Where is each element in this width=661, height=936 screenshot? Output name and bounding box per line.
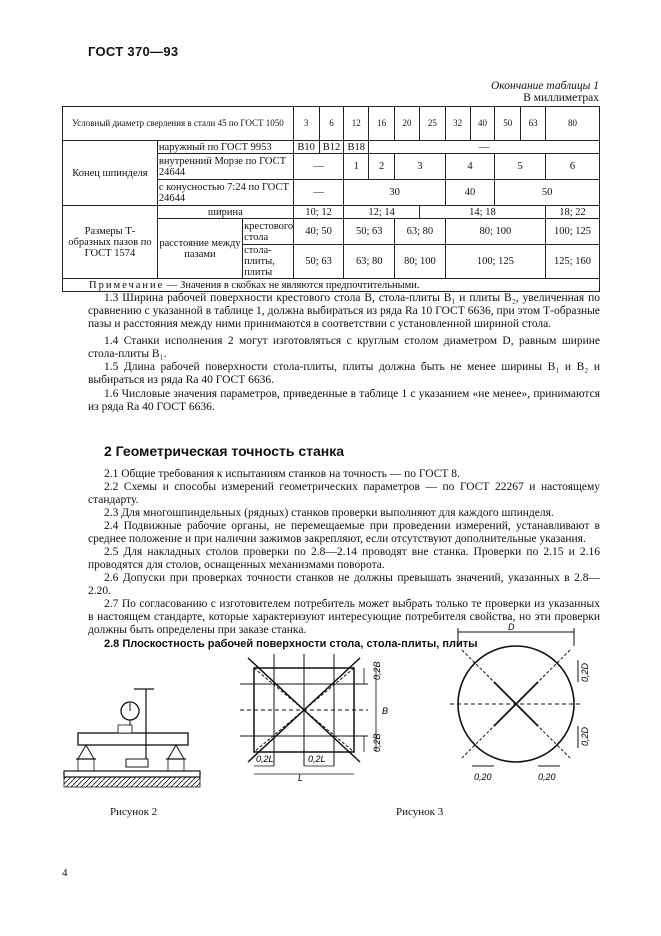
table-cell: 30 xyxy=(344,180,445,206)
diameter-cell: 6 xyxy=(319,107,344,141)
dim-label: 0,2L xyxy=(256,754,274,764)
section-title: 2 Геометрическая точность станка xyxy=(104,443,345,459)
table-cell: 50 xyxy=(495,180,600,206)
table-cell: 100; 125 xyxy=(445,245,545,279)
paragraph-2-3: 2.3 Для многошпиндельных (рядных) станков проверки выполняют для каждого шпинделя. xyxy=(104,507,554,519)
table-note xyxy=(63,279,600,292)
outer-label: наружный по ГОСТ 9953 xyxy=(157,141,293,154)
table-cell: 80; 100 xyxy=(395,245,446,279)
table-cell: 80; 100 xyxy=(445,219,545,245)
paragraph-2-2: 2.2 Схемы и способы измерений геометрических параметров — по ГОСТ 22267 и настоящему стандарту. xyxy=(88,481,600,506)
spec-table xyxy=(62,106,600,292)
l-label: L xyxy=(298,773,304,783)
document-header: ГОСТ 370—93 xyxy=(88,44,179,59)
table-cell: 10; 12 xyxy=(293,206,344,219)
subsection-title: 2.8 Плоскостность рабочей поверхности стола, стола-плиты, плиты xyxy=(104,638,478,650)
paragraph-2-5: 2.5 Для накладных столов проверки по 2.8—2.14 проводят вне станка. Проверки по 2.15 и 2.16 проводятся для столов, оснащенных механизмами поворота. xyxy=(88,546,600,571)
paragraph-2-1: 2.1 Общие требования к испытаниям станков на точность — по ГОСТ 8. xyxy=(104,468,460,480)
diameter-cell: 3 xyxy=(293,107,319,141)
table-cell: 40; 50 xyxy=(293,219,344,245)
table-head-label: Условный диаметр сверления в стали 45 по ГОСТ 1050 xyxy=(63,107,294,141)
table-cell: 50; 63 xyxy=(344,219,395,245)
table-cell: 50; 63 xyxy=(293,245,344,279)
plate-label: стола-плиты, плиты xyxy=(243,245,294,279)
dim-label: 0,2B xyxy=(372,661,382,680)
table-cell: 100; 125 xyxy=(546,219,600,245)
diameter-cell: 12 xyxy=(344,107,369,141)
taper-label: с конусностью 7:24 по ГОСТ 24644 xyxy=(157,180,293,206)
figure-2-drawing xyxy=(58,675,208,790)
diameter-cell: 20 xyxy=(395,107,420,141)
table-cell: B10 xyxy=(293,141,319,154)
morse-label: внутренний Морзе по ГОСТ 24644 xyxy=(157,154,293,180)
d-label: D xyxy=(508,622,515,632)
table-cell: 40 xyxy=(445,180,495,206)
paragraph-1-6: 1.6 Числовые значения параметров, приведенные в таблице 1 с указанием «не менее», принимаются из ряда Ra 40 ГОСТ 6636. xyxy=(88,388,600,413)
paragraph-1-4: 1.4 Станки исполнения 2 могут изготовляться с круглым столом диаметром D, равным ширине стола-плиты B₁. xyxy=(88,335,600,360)
slots-label: Размеры Т-образных пазов по ГОСТ 1574 xyxy=(63,206,158,279)
dim-label: 0,2D xyxy=(580,662,590,682)
figure-3-rectangular-drawing xyxy=(236,650,389,783)
table-cell: 6 xyxy=(546,154,600,180)
diameter-cell: 80 xyxy=(546,107,600,141)
diameter-cell: 40 xyxy=(470,107,495,141)
dim-label: 0,20 xyxy=(474,772,492,782)
figure-2-caption: Рисунок 2 xyxy=(110,806,158,818)
table-cell: 63; 80 xyxy=(344,245,395,279)
figure-3-round-drawing xyxy=(448,620,618,788)
table-cell: 2 xyxy=(369,154,395,180)
table-cell: — xyxy=(293,180,344,206)
diameter-cell: 32 xyxy=(445,107,470,141)
paragraph-2-7: 2.7 По согласованию с изготовителем потребитель может выбрать только те проверки из указанных в настоящем стандарте, которые характеризуют интересующие потребителя свойства, но эти проверки должны быть определены при заказе станка. xyxy=(88,598,600,636)
spindle-label: Конец шпинделя xyxy=(63,141,158,206)
note-word: Примечание xyxy=(89,279,165,291)
paragraph-2-6: 2.6 Допуски при проверках точности станков не должны превышать значений, указанных в 2.8—2.20. xyxy=(88,572,600,597)
note-text: — Значения в скобках не являются предпочтительными. xyxy=(164,279,420,291)
table-cell: 5 xyxy=(495,154,546,180)
dim-label: 0,2D xyxy=(580,726,590,746)
page-number: 4 xyxy=(62,867,68,879)
table-continuation-caption: Окончание таблицы 1 xyxy=(491,80,599,92)
table-cell: 3 xyxy=(395,154,446,180)
paragraph-2-4: 2.4 Подвижные рабочие органы, не перемещаемые при проведении измерений, устанавливают в среднее положение и при наличии зажимов закрепляют, если отсутствуют дополнительные указания. xyxy=(88,520,600,545)
table-cell: B18 xyxy=(344,141,369,154)
paragraph-1-3: 1.3 Ширина рабочей поверхности крестового стола B, стола-плиты B₁ и плиты B₂, увеличенная по сравнению с указанной в таблице 1, должна выбираться из ряда Ra 10 ГОСТ 6636, при этом Т-образные пазы и расстояния между ними принимаются в соответствии с установленной шириной стола. xyxy=(88,292,600,330)
dim-label: 0,2B xyxy=(372,733,382,752)
paragraph-1-5: 1.5 Длина рабочей поверхности стола-плиты, плиты должна быть не менее ширины B₁ и B₂ и выбираться из ряда Ra 40 ГОСТ 6636. xyxy=(88,361,600,386)
table-cell: 4 xyxy=(445,154,495,180)
diameter-cell: 63 xyxy=(521,107,546,141)
cross-label: крестового стола xyxy=(244,220,294,243)
figure-3-caption: Рисунок 3 xyxy=(396,806,444,818)
table-cell: 63; 80 xyxy=(395,219,446,245)
table-cell: — xyxy=(293,154,344,180)
table-cell: 1 xyxy=(344,154,369,180)
width-label: ширина xyxy=(157,206,293,219)
table-cell: — xyxy=(369,141,600,154)
dim-label: 0,20 xyxy=(538,772,556,782)
table-units-caption: В миллиметрах xyxy=(523,92,599,104)
dim-label: 0,2L xyxy=(308,754,326,764)
diameter-cell: 50 xyxy=(495,107,521,141)
diameter-cell: 25 xyxy=(419,107,445,141)
table-cell: B12 xyxy=(319,141,344,154)
table-cell: 14; 18 xyxy=(419,206,545,219)
diameter-cell: 16 xyxy=(369,107,395,141)
table-cell: 125; 160 xyxy=(546,245,600,279)
table-cell: 12; 14 xyxy=(344,206,419,219)
b-label: B xyxy=(382,706,389,716)
distance-label: расстояние между пазами xyxy=(157,219,242,279)
table-cell: 18; 22 xyxy=(546,206,600,219)
